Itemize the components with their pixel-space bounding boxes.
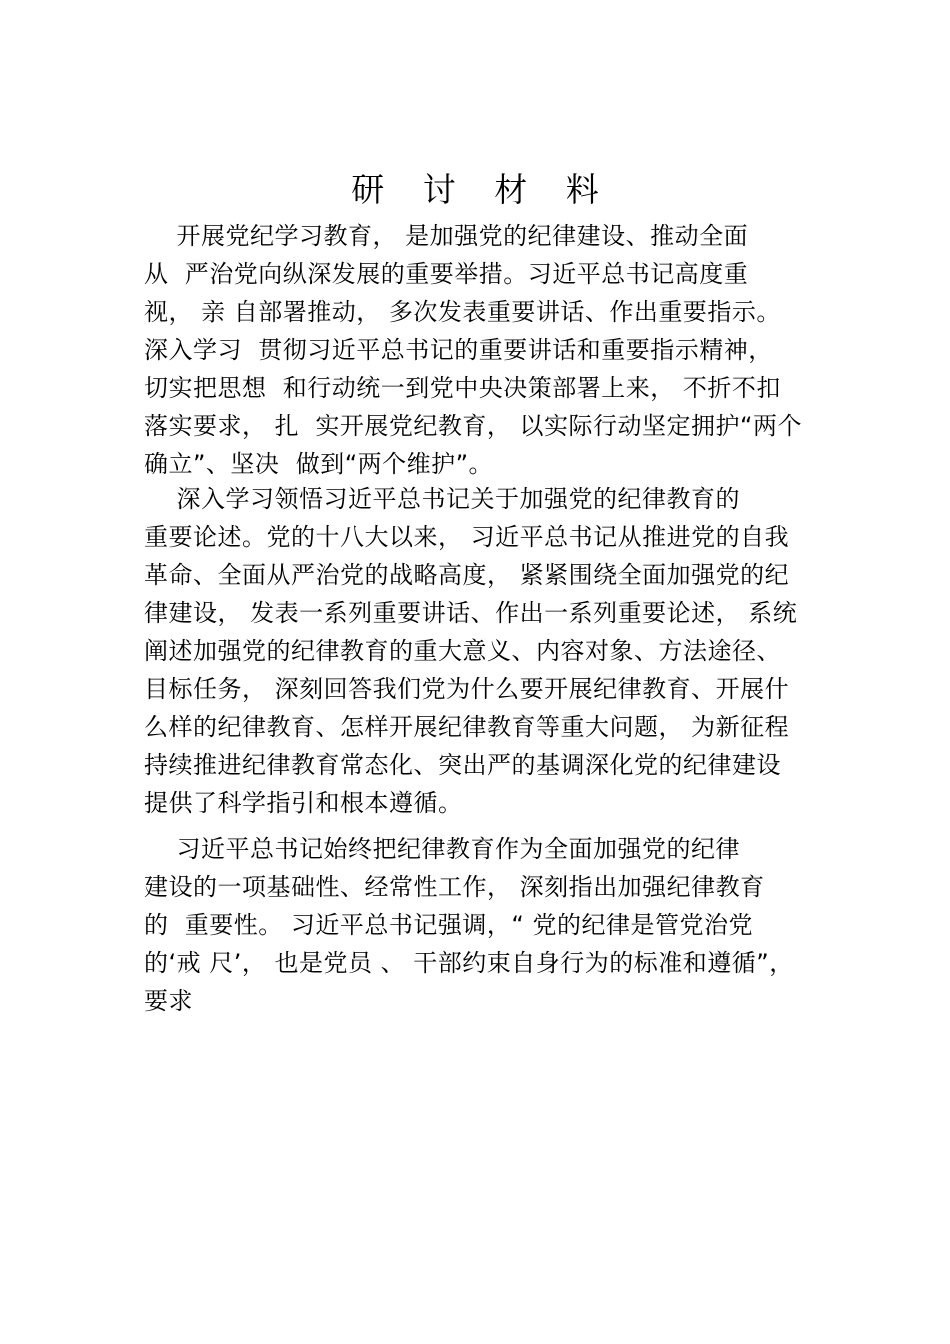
paragraph-2-line-6: 目标任务， 深刻回答我们党为什么要开展纪律教育、开展什 — [144, 675, 790, 703]
paragraph-2-line-5: 阐述加强党的纪律教育的重大意义、内容对象、方法途径、 — [144, 637, 781, 665]
paragraph-2-line-1: 深入学习领悟习近平总书记关于加强党的纪律教育的 — [144, 485, 741, 513]
paragraph-1-line-4: 深入学习 贯彻习近平总书记的重要讲话和重要指示精神， — [144, 336, 773, 364]
paragraph-2-line-3: 革命、全面从严治党的战略高度， 紧紧围绕全面加强党的纪 — [144, 561, 790, 589]
paragraph-1-line-6: 落实要求， 扎 实开展党纪教育， 以实际行动坚定拥护“两个 — [144, 412, 802, 440]
paragraph-1-line-5: 切实把思想 和行动统一到党中央决策部署上来， 不折不扣 — [144, 374, 781, 402]
paragraph-2-line-9: 提供了科学指引和根本遵循。 — [144, 789, 463, 817]
paragraph-1-line-3: 视， 亲 自部署推动， 多次发表重要讲话、作出重要指示。 — [144, 298, 781, 326]
paragraph-3-line-4: 的‘戒 尺’， 也是党员 、 干部约束自身行为的标准和遵循”， — [144, 949, 794, 977]
paragraph-2-line-2: 重要论述。党的十八大以来， 习近平总书记从推进党的自我 — [144, 523, 790, 551]
paragraph-1-line-1: 开展党纪学习教育， 是加强党的纪律建设、推动全面 — [144, 222, 749, 250]
paragraph-1-line-2: 从 严治党向纵深发展的重要举措。习近平总书记高度重 — [144, 260, 749, 288]
paragraph-3-line-1: 习近平总书记始终把纪律教育作为全面加强党的纪律 — [144, 835, 741, 863]
document-title: 研 讨 材 料 — [351, 170, 613, 209]
paragraph-3-line-2: 建设的一项基础性、经常性工作， 深刻指出加强纪律教育 — [144, 873, 765, 901]
paragraph-3-line-3: 的 重要性。 习近平总书记强调，“ 党的纪律是管党治党 — [144, 911, 753, 939]
paragraph-1-line-7: 确立”、坚决 做到“两个维护”。 — [144, 450, 494, 478]
paragraph-3-line-5: 要求 — [144, 987, 193, 1015]
paragraph-2-line-4: 律建设， 发表一系列重要讲话、作出一系列重要论述， 系统 — [144, 599, 798, 627]
paragraph-2-line-8: 持续推进纪律教育常态化、突出严的基调深化党的纪律建设 — [144, 751, 781, 779]
paragraph-2-line-7: 么样的纪律教育、怎样开展纪律教育等重大问题， 为新征程 — [144, 713, 790, 741]
